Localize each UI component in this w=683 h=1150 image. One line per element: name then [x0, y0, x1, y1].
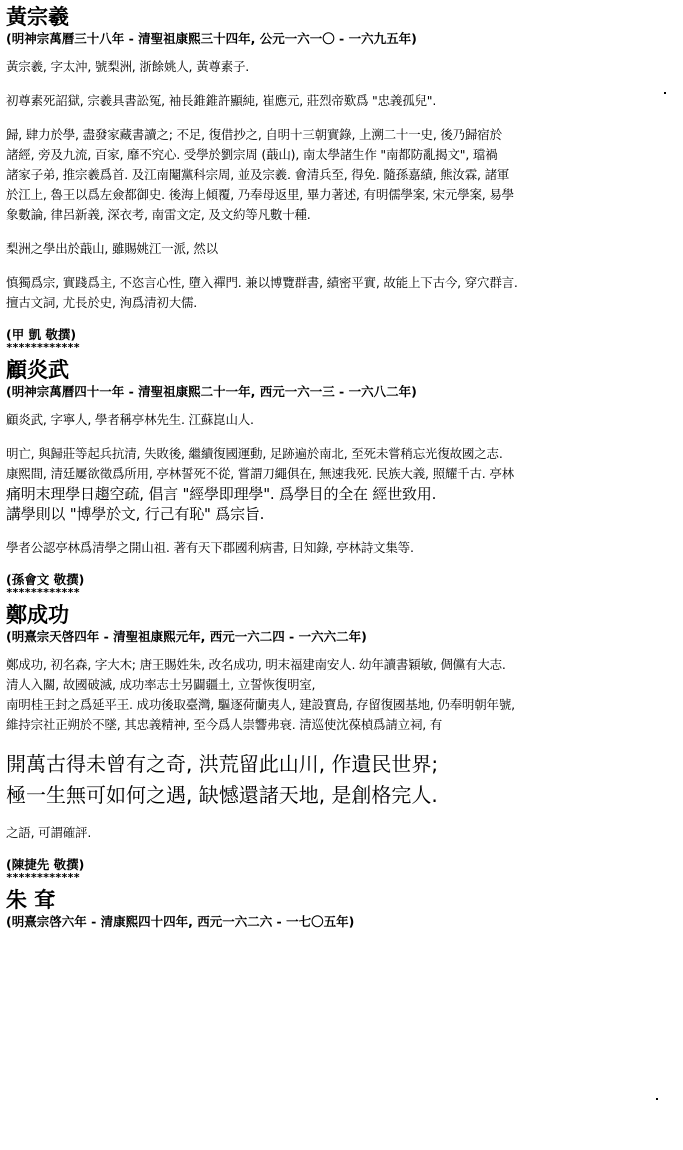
paragraph-line: 於江上, 魯王以爲左僉都御史. 後海上傾覆, 乃奉母返里, 畢力著述, 有明儒學案, 宋元學案, 易學 [6, 187, 514, 202]
paragraph-line: 慎獨爲宗, 實踐爲主, 不恣言心性, 墮入禪門. 兼以博覽群書, 績密平實, 故能上下古今, 穿穴群言. [6, 275, 518, 290]
paragraph-line: 象數論, 律呂新義, 深衣考, 南雷文定, 及文約等凡數十種. [6, 207, 311, 222]
paragraph-line: 康熙間, 清廷屢欲徵爲所用, 亭林誓死不從, 嘗謂刀繩俱在, 無速我死. 民族大義, 照耀千古. 亭林 [6, 466, 514, 481]
entry-gu-yanwu [6, 357, 678, 598]
scan-speck [664, 92, 666, 94]
separator-stars: ************ [6, 341, 80, 354]
paragraph-line: 明亡, 與歸莊等起兵抗清, 失敗後, 繼續復國運動, 足跡遍於南北, 至死未嘗稍忘光復故國之志. [6, 446, 503, 461]
paragraph-line: 維持宗社正朔於不墜, 其忠義精神, 至今爲人崇響弗衰. 清巡使沈葆楨爲請立祠, 有 [6, 717, 443, 732]
entry-dates: (明神宗萬曆三十八年 - 清聖祖康熙三十四年, 公元一六一〇 - 一六九五年) [6, 31, 417, 46]
couplet-line: 極一生無可如何之遇, 缺憾還諸天地, 是創格完人. [6, 783, 438, 807]
entry-name: 鄭成功 [6, 603, 69, 627]
separator-stars: ************ [6, 586, 80, 599]
paragraph-line: 諸家子弟, 推宗羲爲首. 及江南閹黨科宗周, 並及宗羲. 會清兵至, 得免. 隨孫嘉績, 熊汝霖, 諸軍 [6, 167, 510, 182]
entry-name: 黃宗羲 [6, 5, 69, 29]
paragraph [6, 410, 678, 430]
entry-dates: (明熹宗天啓四年 - 清聖祖康熙元年, 西元一六二四 - 一六六二年) [6, 629, 367, 644]
paragraph-line: 黃宗羲, 字太沖, 號梨洲, 浙餘姚人, 黃尊素子. [6, 59, 250, 74]
author-credit: (陳捷先 敬撰) [6, 857, 85, 872]
paragraph-line: 講學則以 "博學於文, 行己有恥" 爲宗旨. [6, 505, 265, 523]
entry-dates: (明熹宗啓六年 - 清康熙四十四年, 西元一六二六 - 一七〇五年) [6, 914, 355, 929]
paragraph [6, 444, 678, 524]
paragraph-line: 擅古文詞, 尤長於史, 洵爲清初大儒. [6, 295, 198, 310]
author-credit: (甲 凱 敬撰) [6, 327, 77, 342]
paragraph-line: 南明桂王封之爲延平王. 成功後取臺灣, 驅逐荷蘭夷人, 建設寶島, 存留復國基地, 仍奉明朝年號, [6, 697, 515, 712]
couplet [6, 749, 678, 811]
paragraph-line: 鄭成功, 初名森, 字大木; 唐王賜姓朱, 改名成功, 明末福建南安人. 幼年讀書穎敏, 倜儻有大志. [6, 657, 506, 672]
entry-zhu-da [6, 887, 678, 930]
paragraph-line: 初尊素死詔獄, 宗羲具書訟冤, 袖長錐錐許顯純, 崔應元, 莊烈帝歎爲 "忠義孤兒". [6, 93, 437, 108]
paragraph-line: 之語, 可謂確評. [6, 825, 92, 840]
page [6, 4, 678, 940]
paragraph [6, 538, 678, 558]
paragraph [6, 273, 678, 313]
entry-dates: (明神宗萬曆四十一年 - 清聖祖康熙二十一年, 西元一六一三 - 一六八二年) [6, 384, 417, 399]
paragraph-line: 學者公認亭林爲清學之開山祖. 著有天下郡國利病書, 日知錄, 亭林詩文集等. [6, 540, 414, 555]
entry-huang-zongxi [6, 4, 678, 353]
separator-stars: ************ [6, 871, 80, 884]
paragraph-line: 痛明末理學日趨空疏, 倡言 "經學即理學". 爲學目的全在 經世致用. [6, 485, 437, 503]
scan-speck [656, 1098, 658, 1100]
paragraph-line: 諸經, 旁及九流, 百家, 靡不究心. 受學於劉宗周 (蕺山), 南太學諸生作 "南都防亂揭文", 璫禍 [6, 147, 498, 162]
paragraph [6, 239, 678, 259]
paragraph-line: 清人入關, 故國破滅, 成功率志士另闢疆土, 立誓恢復明室, [6, 677, 316, 692]
couplet-line: 開萬古得未曾有之奇, 洪荒留此山川, 作遺民世界; [6, 752, 439, 776]
paragraph [6, 823, 678, 843]
paragraph [6, 57, 678, 77]
paragraph-line: 顧炎武, 字寧人, 學者稱亭林先生. 江蘇崑山人. [6, 412, 254, 427]
paragraph [6, 91, 678, 111]
paragraph [6, 125, 678, 225]
paragraph-line: 歸, 肆力於學, 盡發家藏書讀之; 不足, 復借抄之, 自明十三朝實錄, 上溯二十一史, 後乃歸宿於 [6, 127, 502, 142]
paragraph [6, 655, 678, 735]
entry-name: 顧炎武 [6, 358, 69, 382]
entry-name: 朱 耷 [6, 888, 56, 912]
author-credit: (孫會文 敬撰) [6, 572, 85, 587]
entry-zheng-chenggong [6, 602, 678, 883]
paragraph-line: 梨洲之學出於蕺山, 雖賜姚江一派, 然以 [6, 241, 218, 256]
